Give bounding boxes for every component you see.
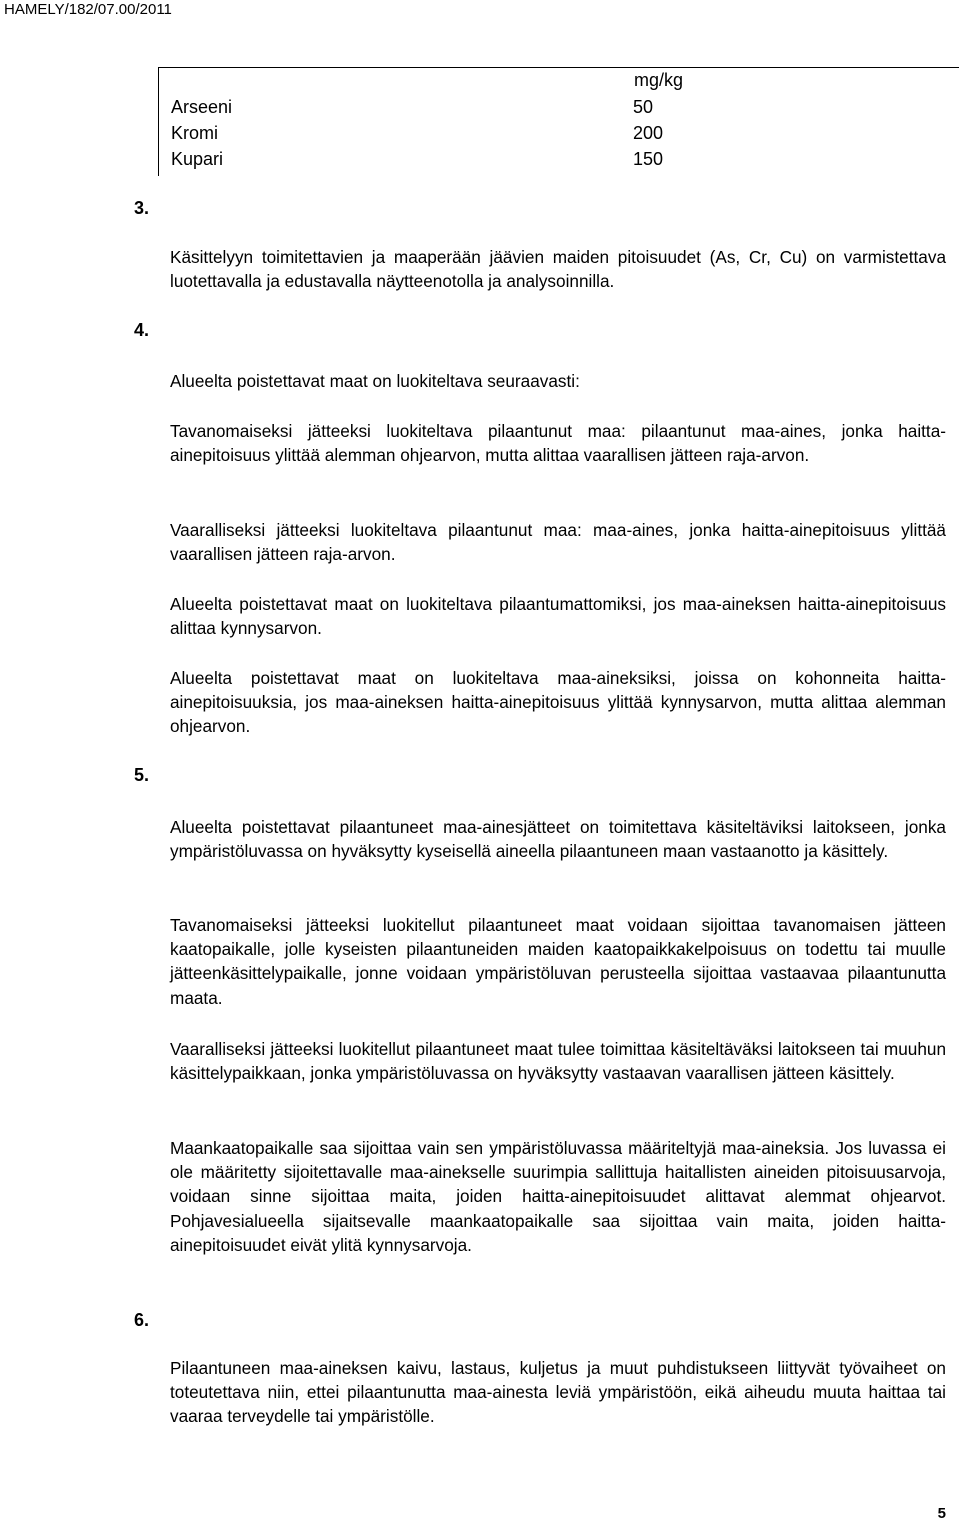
paragraph-landfill-ordinary: Tavanomaiseksi jätteeksi luokitellut pilaantuneet maat voidaan sijoittaa tavanomaisen jätteen kaatopaikalle, jolle kyseisten pilaantuneiden maiden kaatopaikkakelpoisuus on todettu tai muulle jätteenkäsittelypaikalle, jonne voidaan ympäristöluvan perusteella sijoittaa vastaavaa pilaantunutta maata. <box>170 915 946 1008</box>
paragraph-hazardous-waste: Vaaralliseksi jätteeksi luokiteltava pilaantunut maa: maa-aines, jonka haitta-ainepitoisuus ylittää vaarallisen jätteen raja-arvon. <box>170 520 946 565</box>
page-number: 5 <box>937 1505 946 1522</box>
paragraph-excavation: Pilaantuneen maa-aineksen kaivu, lastaus, kuljetus ja muut puhdistukseen liittyvät työvaiheet on toteutettava niin, ettei pilaantunutta maa-ainesta leviä ympäristöön, eikä aiheudu muuta haittaa tai vaaraa terveydelle tai ympäristölle. <box>170 1358 946 1427</box>
limit-value: 50 <box>633 97 654 117</box>
paragraph-delivery: Alueelta poistettavat pilaantuneet maa-ainesjätteet on toimitettava käsiteltäviksi laitokseen, jonka ympäristöluvassa on hyväksytty kyseisellä aineella pilaantuneen maan vastaanotto ja käsittely. <box>170 817 946 862</box>
substance-name: Kupari <box>171 149 224 169</box>
paragraph-landfill-hazardous: Vaaralliseksi jätteeksi luokitellut pilaantuneet maat tulee toimittaa käsiteltäväksi laitokseen tai muuhun käsittelypaikkaan, jonka ympäristöluvassa on hyväksytty vastaavan vaarallisen jätteen käsittely. <box>170 1039 946 1084</box>
paragraph-elevated: Alueelta poistettavat maat on luokiteltava maa-aineksiksi, joissa on kohonneita haitta-ainepitoisuuksia, jos maa-aineksen haitta-ainepitoisuus ylittää kynnysarvon, mutta alittaa alemman ohjearvon. <box>170 668 946 737</box>
paragraph-soil-landfill: Maankaatopaikalle saa sijoittaa vain sen ympäristöluvassa määriteltyjä maa-aineksia. Jos luvassa ei ole määritetty sijoitettavalle maa-ainekselle suurimpia sallittuja haitallisten aineiden pitoisuusarvoja, voidaan sinne sijoittaa maita, joiden haitta-ainepitoisuudet alittavat alemmat ohjearvot. Pohjavesialueella sijaitsevalle maankaatopaikalle saa sijoittaa vain maita, joiden haitta-ainepitoisuudet eivät ylitä kynnysarvoja. <box>170 1138 946 1255</box>
limit-value: 200 <box>633 123 664 143</box>
limit-value: 150 <box>633 149 664 169</box>
section-number-4: 4. <box>134 320 150 340</box>
substance-name: Kromi <box>171 123 219 143</box>
paragraph-unpolluted: Alueelta poistettavat maat on luokiteltava pilaantumattomiksi, jos maa-aineksen haitta-ainepitoisuus alittaa kynnysarvon. <box>170 594 946 639</box>
limit-values-table <box>158 67 959 176</box>
document-reference: HAMELY/182/07.00/2011 <box>4 1 172 18</box>
section-number-5: 5. <box>134 765 150 785</box>
substance-name: Arseeni <box>171 97 233 117</box>
section-number-6: 6. <box>134 1310 150 1330</box>
paragraph-classification-intro: Alueelta poistettavat maat on luokiteltava seuraavasti: <box>170 371 580 391</box>
paragraph-sampling: Käsittelyyn toimitettavien ja maaperään jäävien maiden pitoisuudet (As, Cr, Cu) on varmistettava luotettavalla ja edustavalla näytteenotolla ja analysoinnilla. <box>170 247 946 292</box>
unit-header: mg/kg <box>634 70 684 90</box>
paragraph-ordinary-waste: Tavanomaiseksi jätteeksi luokiteltava pilaantunut maa: pilaantunut maa-aines, jonka haitta-ainepitoisuus ylittää alemman ohjearvon, mutta alittaa vaarallisen jätteen raja-arvon. <box>170 421 946 466</box>
section-number-3: 3. <box>134 198 150 218</box>
